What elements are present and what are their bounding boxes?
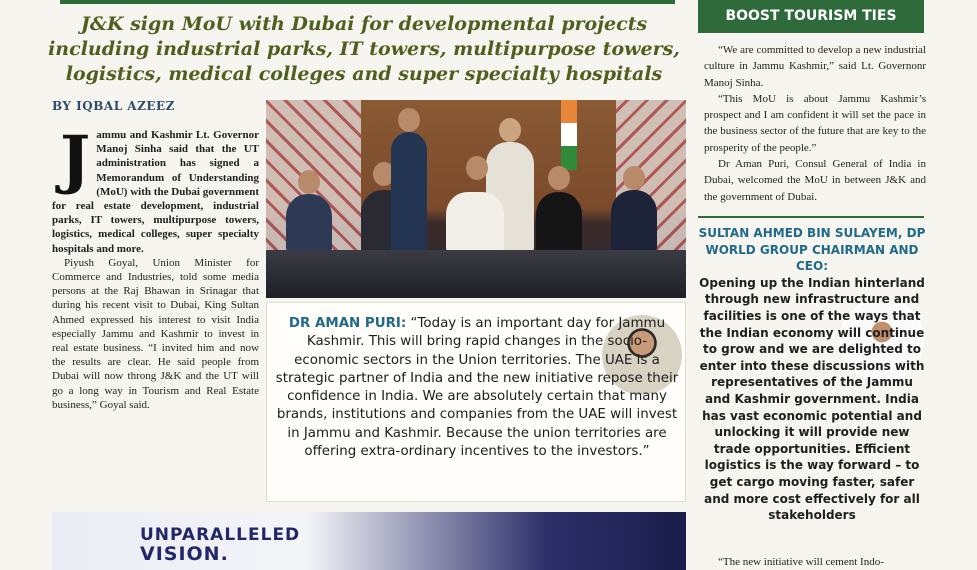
top-rule — [60, 0, 675, 4]
banner-line-1: UNPARALLELED — [140, 525, 301, 545]
quote-speaker: DR AMAN PURI: — [288, 316, 407, 331]
india-flag — [561, 100, 577, 170]
sidebar-column — [704, 42, 926, 205]
headline: J&K sign MoU with Dubai for developmental projects including industrial parks, IT towers, multipurpose towers, logistics, medical colleges and super specialty hospitals — [48, 13, 680, 85]
quote-box — [266, 302, 686, 502]
article-paragraph: Piyush Goyal, Union Minister for Commerce and Industries, told some media persons at the Raj Bhawan in Srinagar that during his recent visit to Dubai, King Sultan Ahmed expressed his interest to visit India especially Jammu and Kashmir to invest in real estate business. “I invited him and now the results are clear. He said people from Dubai will now throng J&K and the UT will go a long way in Tourism and Real Estate business,” Goyal said. — [52, 256, 259, 411]
sultan-quote: Opening up the Indian hinterland through new infrastructure and facilities is one of the ways that the Indian economy will continue to grow and we are delighted to enter into these discussions with representatives of the Jammu and Kashmir government. India has vast economic potential and unlocking it will provide new trade opportunities. Efficient logistics is the way forward – to get cargo moving faster, safer and more cost effectively for all stakeholders — [699, 275, 925, 523]
sidebar-banner: BOOST TOURISM TIES — [698, 0, 924, 33]
byline: BY IQBAL AZEEZ — [52, 99, 175, 113]
banner-line-2: VISION. — [140, 543, 229, 565]
signing-table — [266, 250, 686, 298]
quote-text — [275, 315, 679, 461]
event-photo — [52, 512, 686, 570]
sultan-quote-block — [698, 225, 926, 524]
article-lead: ammu and Kashmir Lt. Governor Manoj Sinha said that the UT administration has signed a Memorandum of Understanding (MoU) with the Dubai government for real estate development, industrial parks, IT towers, multipurpose towers, logistics, medical colleges, super specialty hospitals and more. — [52, 129, 259, 255]
sidebar-divider — [698, 216, 924, 218]
sultan-name: SULTAN AHMED BIN SULAYEM, DP WORLD GROUP CHAIRMAN AND CEO: — [698, 226, 926, 274]
sidebar-paragraph-1: “We are committed to develop a new industrial culture in Jammu Kashmir,” said Lt. Governonr Manoj Sinha. — [704, 44, 926, 89]
quote-body: “Today is an important day for Jammu Kashmir. This will bring rapid changes in the socio-economic sectors in the Union territories. The UAE is a strategic partner of India and the new initiative repose their confidence in India. We are absolutely certain that many brands, institutions and companies from the UAE will invest in Jammu and Kashmir. Because the union territories are offering extra-ordinary incentives to the investors.” — [275, 316, 679, 460]
sidebar-paragraph-2: “This MoU is about Jammu Kashmir’s prospect and I am confident it will set the pace in the business sector of the future that are key to the prosperity of the people.” — [704, 92, 926, 154]
article-column — [52, 122, 259, 412]
mou-signing-photo — [266, 100, 686, 298]
drop-cap: J — [60, 122, 91, 197]
sidebar-bottom-text: “The new initiative will cement Indo- — [718, 556, 884, 568]
sidebar-paragraph-3: Dr Aman Puri, Consul General of India in Dubai, welcomed the MoU in between J&K and the government of Dubai. — [704, 158, 926, 203]
event-banner-text — [140, 526, 300, 564]
